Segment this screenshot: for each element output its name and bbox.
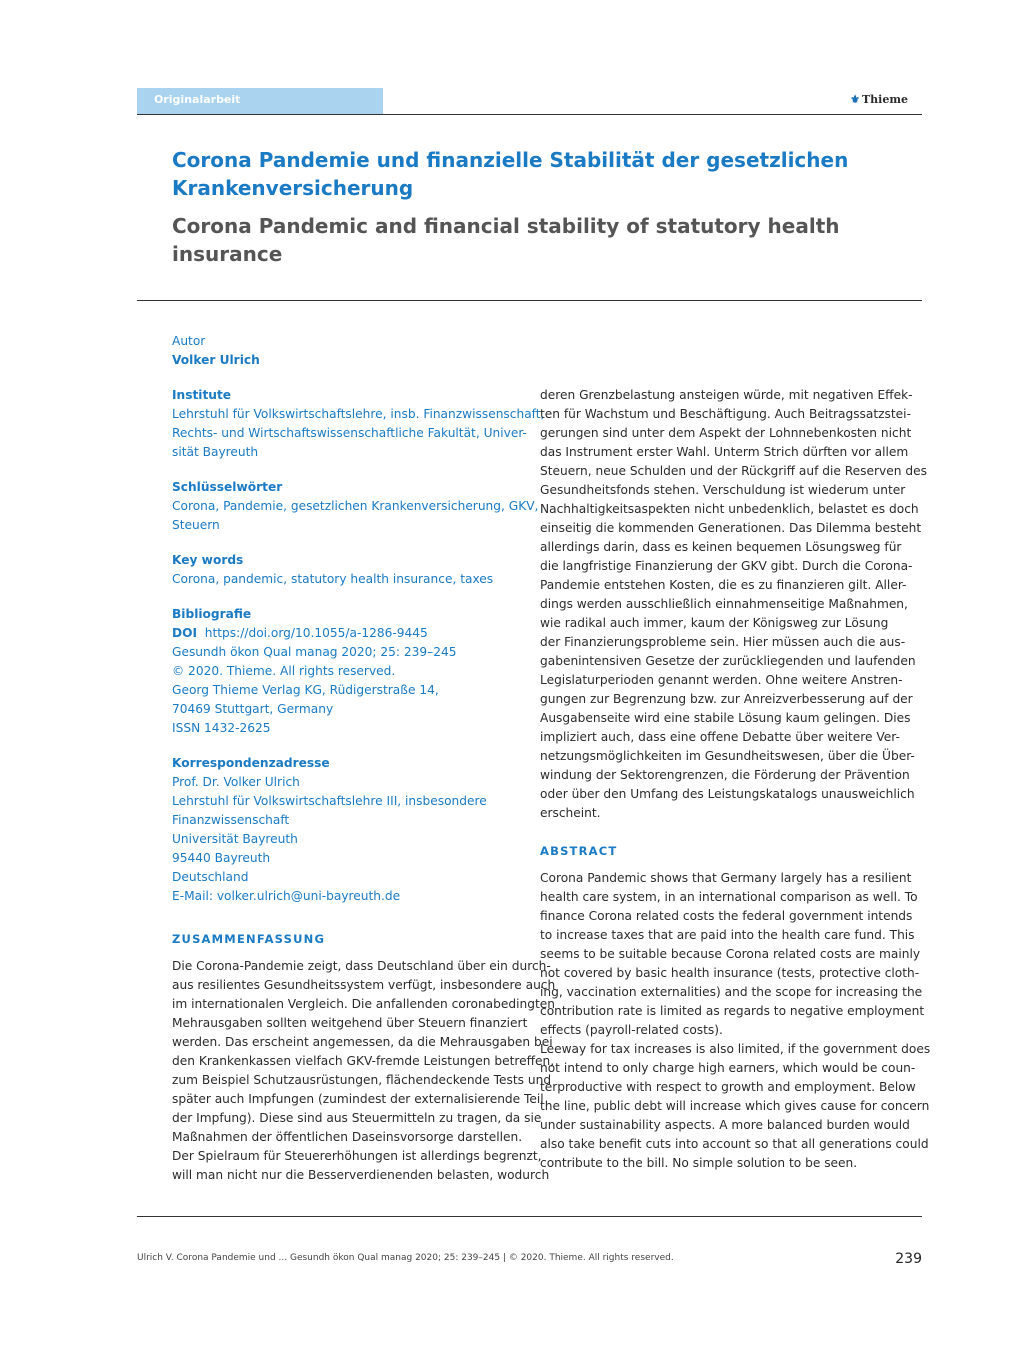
bibliography-section bbox=[172, 605, 522, 738]
text-line: einseitig die kommenden Generationen. Das Dilemma besteht bbox=[540, 521, 922, 535]
text-line: allerdings darin, dass es keinen bequemen Lösungsweg für bbox=[540, 540, 902, 554]
keywords-en-heading: Key words bbox=[172, 553, 244, 567]
text-line: Gesundheitsfonds stehen. Verschuldung ist wiederum unter bbox=[540, 483, 906, 497]
text-line: Nachhaltigkeitsaspekten nicht unbedenklich, belastet es doch bbox=[540, 502, 919, 516]
title-english bbox=[172, 212, 872, 268]
text-line: effects (payroll-related costs). bbox=[540, 1023, 723, 1037]
text-line: gerungen sind unter dem Aspekt der Lohnnebenkosten nicht bbox=[540, 426, 912, 440]
text-line: später auch Impfungen (zumindest der externalisierende Teil bbox=[172, 1092, 544, 1106]
text-line: Corona Pandemic shows that Germany largely has a resilient bbox=[540, 871, 912, 885]
title-line: Krankenversicherung bbox=[172, 176, 414, 200]
correspondence-line: 95440 Bayreuth bbox=[172, 851, 271, 865]
title-german bbox=[172, 146, 872, 202]
text-line: netzungsmöglichkeiten im Gesundheitswesen, über die Über- bbox=[540, 749, 915, 763]
text-line: not covered by basic health insurance (tests, protective cloth- bbox=[540, 966, 920, 980]
abstract-heading: ABSTRACT bbox=[540, 844, 618, 858]
text-line: deren Grenzbelastung ansteigen würde, mit negativen Effek- bbox=[540, 388, 913, 402]
text-line: im internationalen Vergleich. Die anfallenden coronabedingten bbox=[172, 997, 555, 1011]
text-line: seems to be suitable because Corona related costs are mainly bbox=[540, 947, 921, 961]
text-line: werden. Das erscheint angemessen, da die Mehrausgaben bei bbox=[172, 1035, 553, 1049]
keywords-de-section bbox=[172, 478, 539, 535]
text-line: not intend to only charge high earners, which would be coun- bbox=[540, 1061, 916, 1075]
institute-line: Lehrstuhl für Volkswirtschaftslehre, insb. Finanzwissenschaft, bbox=[172, 407, 545, 421]
bibliography-line: © 2020. Thieme. All rights reserved. bbox=[172, 664, 396, 678]
article-type-label: Originalarbeit bbox=[137, 88, 383, 114]
correspondence-line: Finanzwissenschaft bbox=[172, 813, 290, 827]
institute-line: sität Bayreuth bbox=[172, 445, 259, 459]
text-line: ten für Wachstum und Beschäftigung. Auch Beitragssatzstei- bbox=[540, 407, 911, 421]
doi-label: DOI bbox=[172, 626, 198, 640]
keywords-de-heading: Schlüsselwörter bbox=[172, 480, 283, 494]
title-line: Corona Pandemie und finanzielle Stabilität der gesetzlichen bbox=[172, 148, 849, 172]
correspondence-line: Deutschland bbox=[172, 870, 249, 884]
doi-line bbox=[172, 624, 522, 643]
publisher-name: Thieme bbox=[862, 93, 908, 106]
bibliography-heading: Bibliografie bbox=[172, 607, 252, 621]
doi-link[interactable]: https://doi.org/10.1055/a-1286-9445 bbox=[204, 626, 428, 640]
text-line: Mehrausgaben sollten weitgehend über Steuern finanziert bbox=[172, 1016, 528, 1030]
text-line: also take benefit cuts into account so that all generations could bbox=[540, 1137, 929, 1151]
text-line: impliziert auch, dass eine offene Debatte über weitere Ver- bbox=[540, 730, 900, 744]
text-line: terproductive with respect to growth and employment. Below bbox=[540, 1080, 916, 1094]
text-line: die langfristige Finanzierung der GKV gibt. Durch die Corona- bbox=[540, 559, 913, 573]
text-line: gungen zur Begrenzung bzw. zur Anreizverbesserung auf der bbox=[540, 692, 913, 706]
author-heading: Autor bbox=[172, 334, 206, 348]
correspondence-line: Lehrstuhl für Volkswirtschaftslehre III, insbesondere bbox=[172, 794, 487, 808]
footer-citation: Ulrich V. Corona Pandemie und ... Gesundh ökon Qual manag 2020; 25: 239–245 | © 2020. Thieme. All rights reserved. bbox=[137, 1253, 674, 1263]
correspondence-line: Prof. Dr. Volker Ulrich bbox=[172, 775, 300, 789]
text-line: Legislaturperioden genannt werden. Ohne weitere Anstren- bbox=[540, 673, 903, 687]
text-line: gabenintensiven Gesetze der zurückliegenden und laufenden bbox=[540, 654, 916, 668]
publisher-logo bbox=[850, 93, 908, 106]
text-line: oder über den Umfang des Leistungskatalogs unausweichlich bbox=[540, 787, 915, 801]
text-line: das Instrument erster Wahl. Unterm Strich dürften vor allem bbox=[540, 445, 909, 459]
bottom-divider bbox=[137, 1216, 922, 1217]
text-line: dings werden ausschließlich einnahmenseitige Maßnahmen, bbox=[540, 597, 908, 611]
text-line: Steuern, neue Schulden und der Rückgriff auf die Reserven des bbox=[540, 464, 927, 478]
text-line: der Finanzierungsprobleme sein. Hier müssen auch die aus- bbox=[540, 635, 906, 649]
text-line: health care system, in an international comparison as well. To bbox=[540, 890, 918, 904]
text-line: Pandemie entstehen Kosten, die es zu finanzieren gilt. Aller- bbox=[540, 578, 907, 592]
thieme-crest-icon: ⚜ bbox=[850, 93, 860, 106]
keywords-de-line: Steuern bbox=[172, 518, 220, 532]
bibliography-line: Georg Thieme Verlag KG, Rüdigerstraße 14, bbox=[172, 683, 439, 697]
keywords-en-line: Corona, pandemic, statutory health insurance, taxes bbox=[172, 572, 494, 586]
title-line: Corona Pandemic and financial stability of statutory health bbox=[172, 214, 840, 238]
continued-text bbox=[540, 386, 927, 823]
text-line: will man nicht nur die Besserverdienenden belasten, wodurch bbox=[172, 1168, 550, 1182]
institute-line: Rechts- und Wirtschaftswissenschaftliche Fakultät, Univer- bbox=[172, 426, 527, 440]
title-line: insurance bbox=[172, 242, 283, 266]
text-line: Der Spielraum für Steuererhöhungen ist allerdings begrenzt, bbox=[172, 1149, 542, 1163]
text-line: erscheint. bbox=[540, 806, 601, 820]
text-line: Maßnahmen der öffentlichen Daseinsvorsorge darstellen. bbox=[172, 1130, 523, 1144]
text-line: contribution rate is limited as regards to negative employment bbox=[540, 1004, 925, 1018]
bibliography-line: 70469 Stuttgart, Germany bbox=[172, 702, 334, 716]
correspondence-line: Universität Bayreuth bbox=[172, 832, 298, 846]
correspondence-section bbox=[172, 754, 522, 906]
text-line: to increase taxes that are paid into the health care fund. This bbox=[540, 928, 915, 942]
abstract-body bbox=[540, 869, 931, 1173]
text-line: finance Corona related costs the federal government intends bbox=[540, 909, 913, 923]
bibliography-line: Gesundh ökon Qual manag 2020; 25: 239–245 bbox=[172, 645, 457, 659]
text-line: under sustainability aspects. A more balanced burden would bbox=[540, 1118, 910, 1132]
zusammenfassung-body bbox=[172, 957, 556, 1185]
text-line: wie radikal auch immer, kaum der Königsweg zur Lösung bbox=[540, 616, 889, 630]
text-line: Ausgabenseite wird eine stabile Lösung kaum gelingen. Dies bbox=[540, 711, 911, 725]
institute-heading: Institute bbox=[172, 388, 232, 402]
text-line: aus resilientes Gesundheitssystem verfügt, insbesondere auch bbox=[172, 978, 556, 992]
article-metadata bbox=[172, 332, 545, 922]
text-line: contribute to the bill. No simple solution to be seen. bbox=[540, 1156, 858, 1170]
text-line: ing, vaccination externalities) and the scope for increasing the bbox=[540, 985, 923, 999]
keywords-de-line: Corona, Pandemie, gesetzlichen Krankenversicherung, GKV, bbox=[172, 499, 539, 513]
bibliography-line: ISSN 1432-2625 bbox=[172, 721, 271, 735]
text-line: den Krankenkassen vielfach GKV-fremde Leistungen betreffen, bbox=[172, 1054, 555, 1068]
author-section bbox=[172, 332, 522, 370]
top-divider bbox=[137, 300, 922, 301]
author-name: Volker Ulrich bbox=[172, 353, 260, 367]
keywords-en-section bbox=[172, 551, 522, 589]
correspondence-heading: Korrespondenzadresse bbox=[172, 756, 330, 770]
text-line: the line, public debt will increase which gives cause for concern bbox=[540, 1099, 930, 1113]
text-line: zum Beispiel Schutzausrüstungen, flächendeckende Tests und bbox=[172, 1073, 552, 1087]
text-line: windung der Sektorengrenzen, die Förderung der Prävention bbox=[540, 768, 910, 782]
zusammenfassung-heading: ZUSAMMENFASSUNG bbox=[172, 932, 326, 946]
page-number: 239 bbox=[895, 1251, 922, 1267]
header-bar bbox=[137, 88, 922, 115]
email-link[interactable]: E-Mail: volker.ulrich@uni-bayreuth.de bbox=[172, 889, 401, 903]
text-line: Die Corona-Pandemie zeigt, dass Deutschland über ein durch- bbox=[172, 959, 551, 973]
text-line: Leeway for tax increases is also limited, if the government does bbox=[540, 1042, 931, 1056]
institute-section bbox=[172, 386, 545, 462]
text-line: der Impfung). Diese sind aus Steuermitteln zu tragen, da sie bbox=[172, 1111, 542, 1125]
